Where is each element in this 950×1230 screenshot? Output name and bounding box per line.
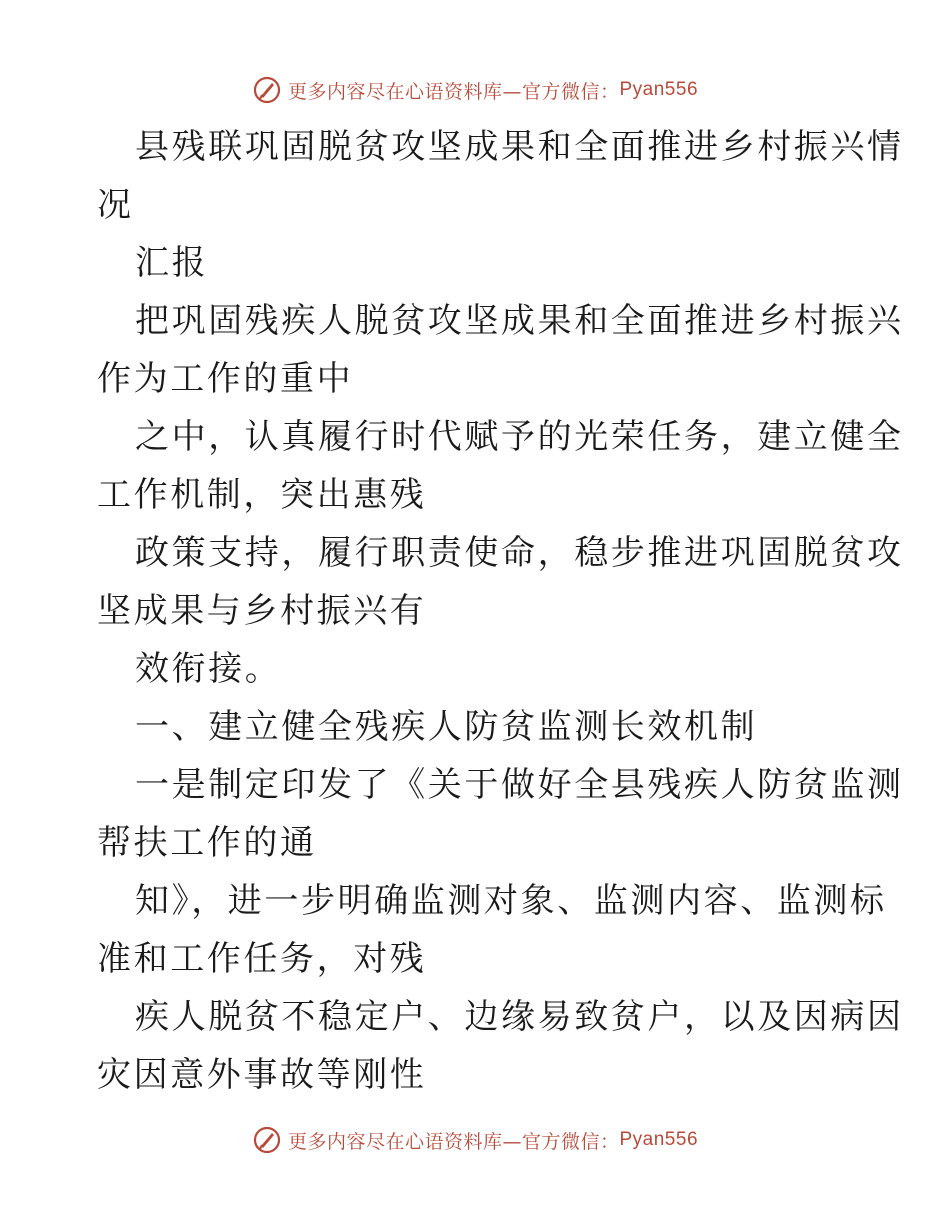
text-line: 知》，进一步明确监测对象、监测内容、监测标 — [135, 881, 887, 921]
watermark-text: 更多内容尽在心语资料库—官方微信： — [287, 1130, 620, 1153]
document-body — [97, 118, 904, 1104]
document-subtitle: 汇报 — [135, 243, 209, 283]
watermark-text: 更多内容尽在心语资料库—官方微信： — [287, 80, 620, 103]
watermark-wechat-id: Pyan556 — [619, 79, 699, 100]
watermark-footer — [0, 1120, 950, 1160]
text-line: 帮扶工作的通 — [97, 823, 317, 863]
text-line: 准和工作任务，对残 — [97, 939, 427, 979]
text-line: 一是制定印发了《关于做好全县残疾人防贫监测 — [135, 765, 904, 805]
document-title-continued: 况 — [97, 185, 134, 225]
text-line: 把巩固残疾人脱贫攻坚成果和全面推进乡村振兴 — [135, 301, 904, 341]
watermark-header — [0, 70, 950, 110]
text-line: 灾因意外事故等刚性 — [97, 1055, 427, 1095]
watermark-wechat-id: Pyan556 — [619, 1129, 699, 1150]
document-title: 县残联巩固脱贫攻坚成果和全面推进乡村振兴情 — [135, 127, 904, 167]
text-line: 坚成果与乡村振兴有 — [97, 591, 427, 631]
text-line: 工作机制，突出惠残 — [97, 475, 427, 515]
section-heading: 一、建立健全残疾人防贫监测长效机制 — [135, 707, 758, 747]
text-line: 政策支持，履行职责使命，稳步推进巩固脱贫攻 — [135, 533, 904, 573]
text-line: 作为工作的重中 — [97, 359, 354, 399]
text-line: 效衔接。 — [135, 649, 282, 689]
text-line: 之中，认真履行时代赋予的光荣任务，建立健全 — [135, 417, 904, 457]
quill-seal-icon — [252, 1125, 282, 1155]
text-line: 疾人脱贫不稳定户、边缘易致贫户，以及因病因 — [135, 997, 904, 1037]
quill-seal-icon — [252, 75, 282, 105]
